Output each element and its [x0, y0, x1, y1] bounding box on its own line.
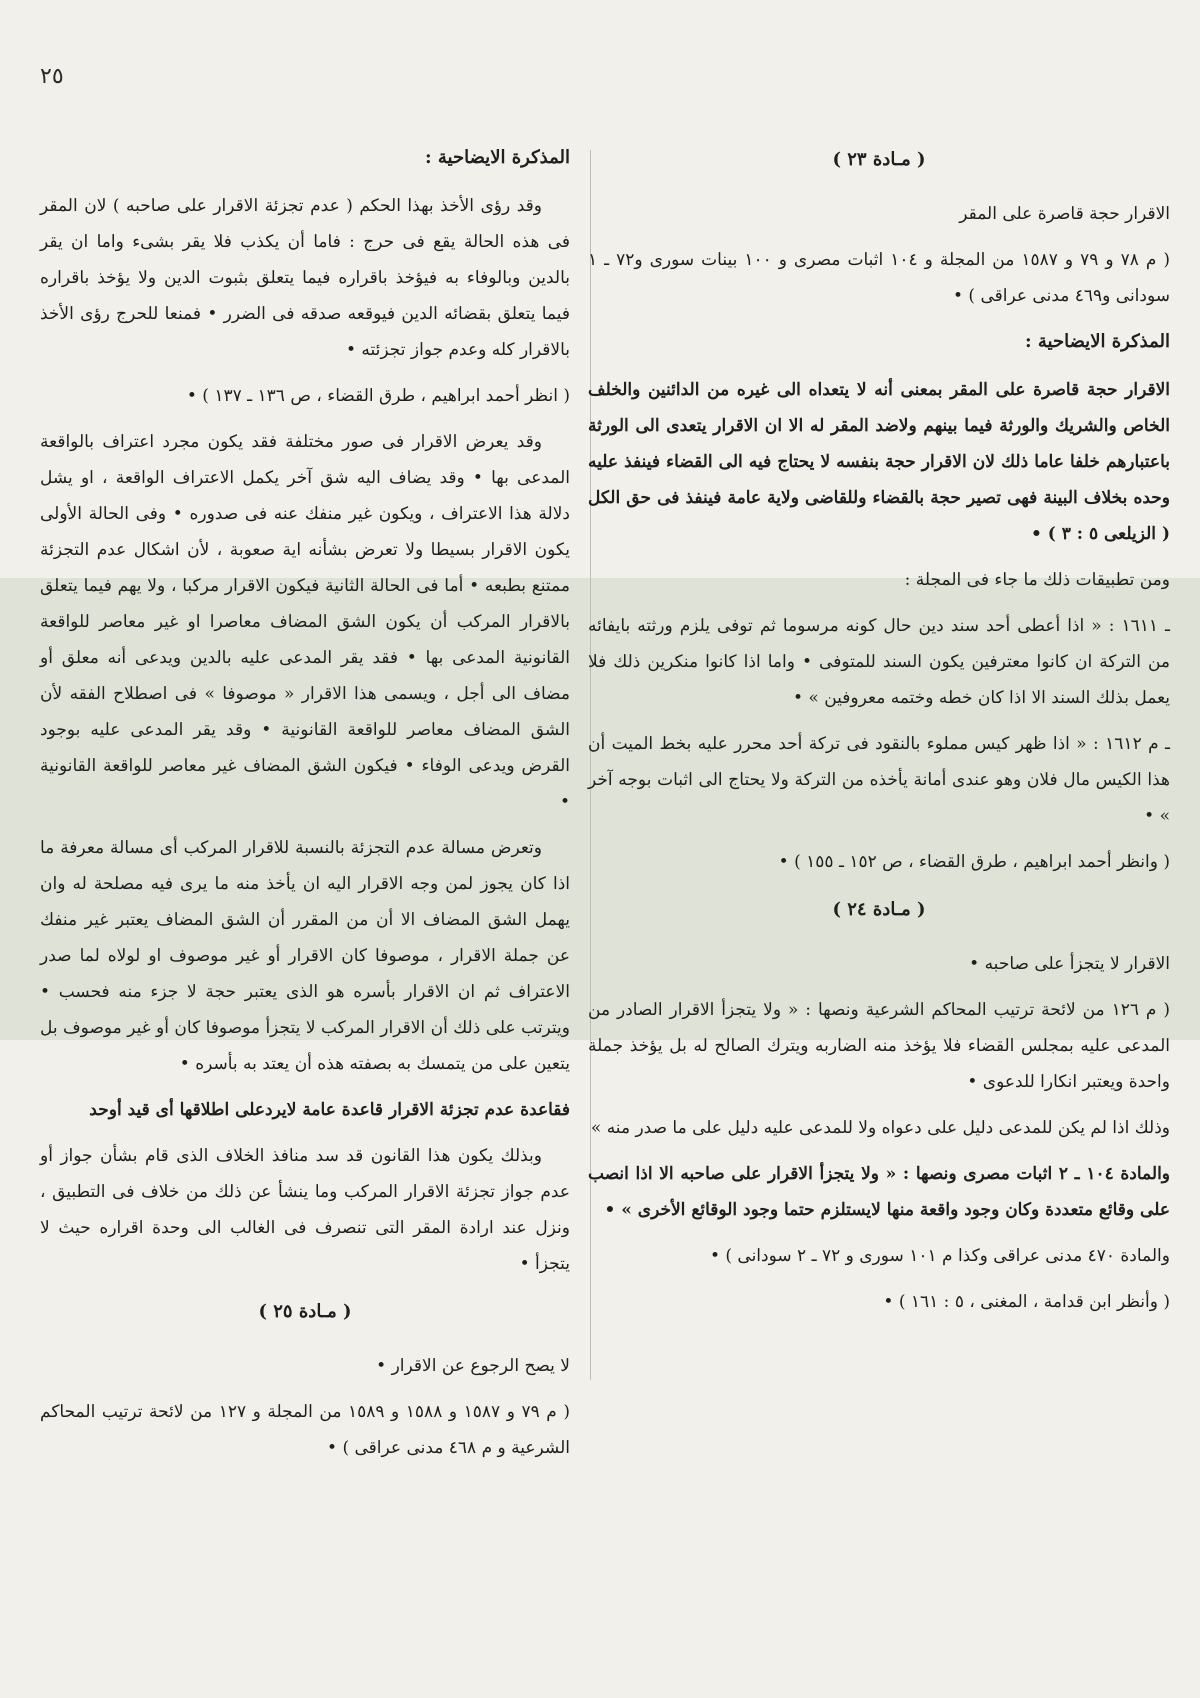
- memo-paragraph-left-1: وقد رؤى الأخذ بهذا الحكم ( عدم تجزئة الاقرار على صاحبه ) لان المقر فى هذه الحالة يقع فى حرج : فاما أن يكذب فلا يقر بشىء واما ان يقر بالدين وبالوفاء به فيؤخذ باقراره فيما يتعلق بثبوت الدين ولا يؤخذ باقراره فيما يتعلق بقضائه الدين فيوقعه صدقه فى الضرر • فمنعا للحرج رؤى الأخذ بالاقرار كله وعدم جواز تجزئته •: [40, 196, 570, 360]
- article-1612-text: ـ م ١٦١٢ : « اذا ظهر كيس مملوء بالنقود فى تركة أحد محرر عليه بخط الميت أن هذا الكيس مال فلان وهو عندى أمانة يأخذه من التركة ولا يحتاج الى اثبات بوجه آخر » •: [588, 734, 1170, 826]
- article-25-text: لا يصح الرجوع عن الاقرار •: [376, 1356, 570, 1376]
- memo-paragraph-left-2: وقد يعرض الاقرار فى صور مختلفة فقد يكون مجرد اعتراف بالواقعة المدعى بها • وقد يضاف اليه شق آخر يكمل الاعتراف الواقعة ، او يشل دلالة هذا الاعتراف ، ويكون غير منفك عنه فى صدوره • وفى الحالة الأولى يكون الاقرار بسيطا ولا تعرض بشأنه اية صعوبة ، لأن اشكال عدم التجزئة ممتنع بطبعه • أما فى الحالة الثانية فيكون الاقرار مركبا ، ولا يهم فيما يتعلق بالاقرار المركب أن يكون الشق المضاف معاصرا او غير معاصر للواقعة القانونية المدعى بها • فقد يقر المدعى عليه بالدين ويدعى أنه معلق أو مضاف الى أجل ، ويسمى هذا الاقرار « موصوفا » فى اصطلاح الفقه لأن الشق المضاف معاصر للواقعة القانونية • وقد يقر المدعى عليه بوجود القرض ويدعى الوفاء • فيكون الشق المضاف غير معاصر للواقعة القانونية •: [40, 432, 570, 812]
- article-24-paragraph-4: والمادة ٤٧٠ مدنى عراقى وكذا م ١٠١ سورى و ٧٢ ـ ٢ سودانى ) •: [709, 1246, 1170, 1266]
- memo-paragraph-left-4: فقاعدة عدم تجزئة الاقرار قاعدة عامة لايردعلى اطلاقها أى قيد أوحد: [89, 1100, 570, 1120]
- article-25-heading: ( مـادة ٢٥ ): [258, 1301, 352, 1322]
- article-24-heading: ( مـادة ٢٤ ): [832, 899, 926, 920]
- article-24-paragraph-2: وذلك اذا لم يكن للمدعى دليل على دعواه ولا للمدعى عليه دليل على ما صدر منه »: [590, 1118, 1170, 1138]
- reference-ibrahim-1: ( وانظر أحمد ابراهيم ، طرق القضاء ، ص ١٥٢ ـ ١٥٥ ) •: [778, 852, 1170, 872]
- article-24-paragraph-1: ( م ١٢٦ من لائحة ترتيب المحاكم الشرعية ونصها : « ولا يتجزأ الاقرار الصادر من المدعى عليه بمجلس القضاء فلا يؤخذ منه الضاربه ويترك الصالح له بل يؤخذ جملة واحدة ويعتبر انكارا للدعوى •: [588, 1000, 1170, 1092]
- reference-ibrahim-2: ( انظر أحمد ابراهيم ، طرق القضاء ، ص ١٣٦ ـ ١٣٧ ) •: [186, 386, 570, 406]
- article-23-refs: ( م ٧٨ و ٧٩ و ١٥٨٧ من المجلة و ١٠٤ اثبات مصرى و ١٠٠ بينات سورى و٧٢ ـ ١ سودانى و٤٦٩ مدنى عراقى ) •: [588, 250, 1170, 306]
- article-24-paragraph-3: والمادة ١٠٤ ـ ٢ اثبات مصرى ونصها : « ولا يتجزأ الاقرار على صاحبه الا اذا انصب على وقائع متعددة وكان وجود واقعة منها لايستلزم حتما وجود الوقائع الأخرى » •: [588, 1164, 1170, 1220]
- right-column: [588, 130, 1170, 1330]
- left-column: [40, 130, 570, 1476]
- article-1611-text: ـ ١٦١١ : « اذا أعطى أحد سند دين حال كونه مرسوما ثم توفى يلزم ورثته بايفائه من التركة ان كانوا معترفين يكون السند للمتوفى • واما اذا كانوا منكرين ذلك فلا يعمل بذلك السند الا اذا كان خطه وختمه معروفين » •: [588, 616, 1170, 708]
- article-23-text: الاقرار حجة قاصرة على المقر: [959, 204, 1170, 224]
- article-25-refs: ( م ٧٩ و ١٥٨٧ و ١٥٨٨ و ١٥٨٩ من المجلة و ١٢٧ من لائحة ترتيب المحاكم الشرعية و م ٤٦٨ مدنى عراقى ) •: [40, 1402, 570, 1458]
- article-23-heading: ( مـادة ٢٣ ): [832, 149, 926, 170]
- memo-heading-left: المذكرة الايضاحية :: [424, 147, 570, 168]
- memo-paragraph-left-3: وتعرض مسالة عدم التجزئة بالنسبة للاقرار المركب أى مسالة معرفة ما اذا كان يجوز لمن وجه الاقرار اليه ان يأخذ منه ما يرى فيه مصلحة له وان يهمل الشق المضاف الا أن من المقرر أن الشق المضاف يعتبر غير منفك عن جملة الاقرار ، موصوفا كان الاقرار أو غير موصوف او لولاه لما صدر الاعتراف ثم ان الاقرار بأسره هو الذى يعتبر حجة لا جزء منه فحسب • ويترتب على ذلك أن الاقرار المركب لا يتجزأ موصوفا كان أو غير موصوف بل يتعين على من يتمسك به بصفته هذه أن يعتد به بأسره •: [40, 838, 570, 1074]
- article-24-paragraph-5: ( وأنظر ابن قدامة ، المغنى ، ٥ : ١٦١ ) •: [883, 1292, 1170, 1312]
- memo-paragraph-right: الاقرار حجة قاصرة على المقر بمعنى أنه لا يتعداه الى غيره من الدائنين والخلف الخاص والشريك والورثة فيما بينهم ولاضد المقر له الا ان الاقرار يتعدى الى الورثة باعتبارهم خلفا عاما ذلك لان الاقرار حجة بنفسه لا يحتاج فيه الى القضاء فينفذ عليه وحده بخلاف البينة فهى تصير حجة بالقضاء وللقاضى ولاية عامة فينفذ فى حق الكل ( الزيلعى ٥ : ٣ ) •: [588, 380, 1170, 544]
- memo-heading-right: المذكرة الايضاحية :: [1024, 331, 1170, 352]
- article-24-text: الاقرار لا يتجزأ على صاحبه •: [969, 954, 1170, 974]
- page-number: ٢٥: [40, 64, 64, 89]
- applications-intro: ومن تطبيقات ذلك ما جاء فى المجلة :: [904, 570, 1170, 590]
- memo-paragraph-left-5: وبذلك يكون هذا القانون قد سد منافذ الخلاف الذى قام بشأن جواز أو عدم جواز تجزئة الاقرار المركب وما ينشأ عن ذلك من خلاف فى التطبيق ، ونزل عند ارادة المقر التى تنصرف فى الغالب الى وحدة اقراره حيث لا يتجزأ •: [40, 1146, 570, 1274]
